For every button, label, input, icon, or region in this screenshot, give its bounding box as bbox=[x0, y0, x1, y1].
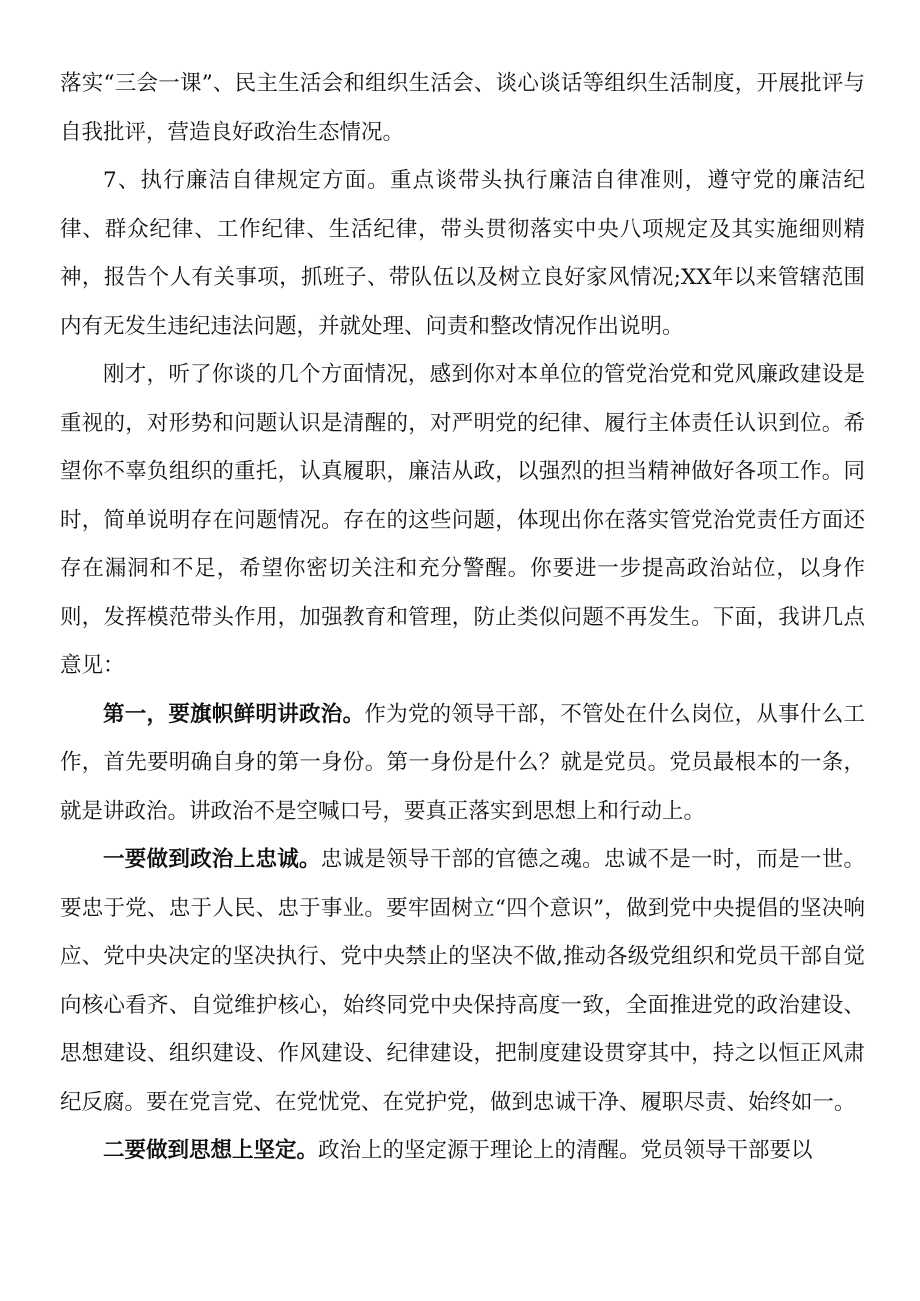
paragraph-ideological-firmness-body: 政治上的坚定源于理论上的清醒。党员领导干部要以 bbox=[318, 1138, 813, 1163]
paragraph-integrity-self-discipline: 7、执行廉洁自律规定方面。重点谈带头执行廉洁自律准则，遵守党的廉洁纪律、群众纪律、工作纪律、生活纪律，带头贯彻落实中央八项规定及其实施细则精神，报告个人有关事项，抓班子、带队伍以及树立良好家风情况;XX年以来管辖范围内有无发生违纪违法问题，并就处理、问责和整改情况作出说明。 bbox=[60, 168, 865, 339]
paragraph-first-politics-body: 作为党的领导干部，不管处在什么岗位，从事什么工作，首先要明确自身的第一身份。第一身份是什么？就是党员。党员最根本的一条，就是讲政治。讲政治不是空喊口号，要真正落实到思想上和行动上。 bbox=[60, 701, 865, 824]
paragraph-first-politics bbox=[60, 691, 865, 837]
paragraph-ideological-firmness bbox=[60, 1127, 865, 1176]
heading-ideological-firmness: 二要做到思想上坚定。 bbox=[103, 1138, 319, 1163]
paragraph-political-loyalty-body: 忠诚是领导干部的官德之魂。忠诚不是一时，而是一世。要忠于党、忠于人民、忠于事业。要牢固树立“四个意识”，做到党中央提倡的坚决响应、党中央决定的坚决执行、党中央禁止的坚决不做,推动各级党组织和党员干部自觉向核心看齐、自觉维护核心，始终同党中央保持高度一致，全面推进党的政治建设、思想建设、组织建设、作风建设、纪律建设，把制度建设贯穿其中，持之以恒正风肃纪反腐。要在党言党、在党忧党、在党护党，做到忠诚干净、履职尽责、始终如一。 bbox=[60, 847, 865, 1115]
heading-political-loyalty: 一要做到政治上忠诚。 bbox=[103, 847, 321, 872]
paragraph-evaluation-summary: 刚才，听了你谈的几个方面情况，感到你对本单位的管党治党和党风廉政建设是重视的，对形势和问题认识是清醒的，对严明党的纪律、履行主体责任认识到位。希望你不辜负组织的重托，认真履职，廉洁从政，以强烈的担当精神做好各项工作。同时，简单说明存在问题情况。存在的这些问题，体现出你在落实管党治党责任方面还存在漏洞和不足，希望你密切关注和充分警醒。你要进一步提高政治站位，以身作则，发挥模范带头作用，加强教育和管理，防止类似问题不再发生。下面，我讲几点意见： bbox=[60, 362, 865, 678]
document-body bbox=[60, 60, 865, 1176]
paragraph-organizational-life-continuation: 落实“三会一课”、民主生活会和组织生活会、谈心谈话等组织生活制度，开展批评与自我批评，营造良好政治生态情况。 bbox=[60, 71, 865, 145]
paragraph-political-loyalty bbox=[60, 836, 865, 1127]
heading-first-politics: 第一，要旗帜鲜明讲政治。 bbox=[103, 701, 365, 727]
